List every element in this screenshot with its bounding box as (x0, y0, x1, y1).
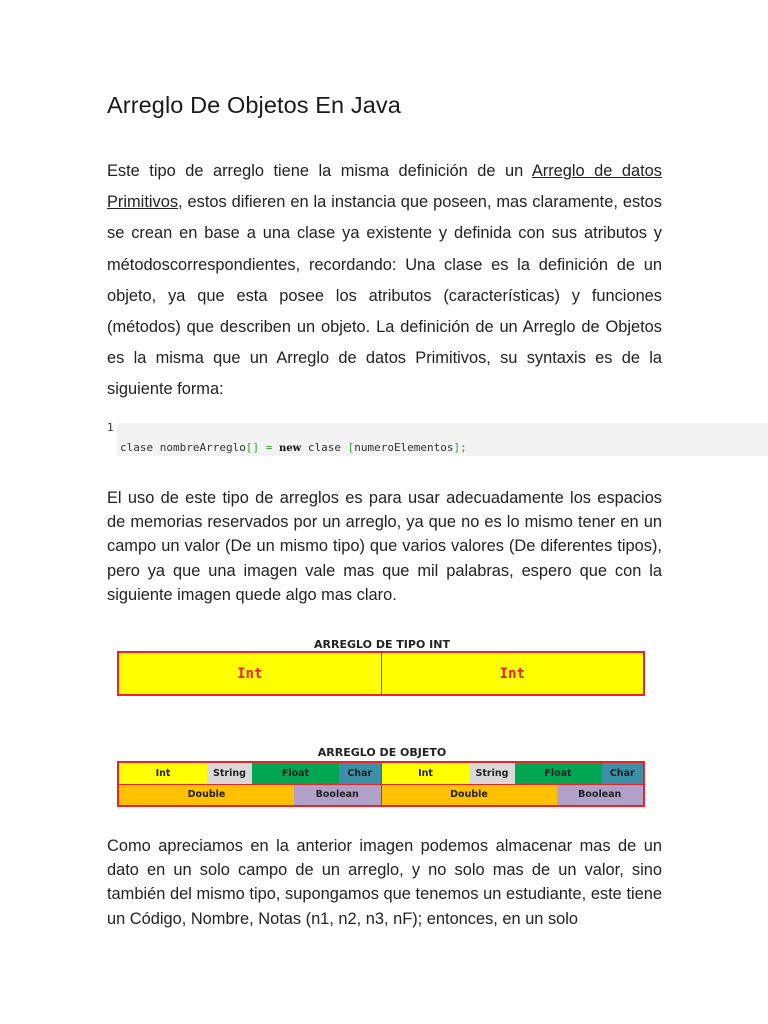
field-char: Char (602, 763, 644, 784)
object-array-diagram (117, 761, 645, 807)
page-title: Arreglo De Objetos En Java (107, 92, 401, 118)
field-int: Int (382, 763, 470, 784)
int-cell: Int (237, 665, 263, 682)
field-double: Double (119, 785, 294, 806)
object-row-top (119, 763, 381, 784)
code-token-class: clase nombreArreglo (120, 441, 246, 454)
object-array-caption: ARREGLO DE OBJETO (317, 746, 447, 759)
field-float: Float (252, 763, 339, 784)
code-line-number: 1 (107, 421, 114, 434)
field-string: String (470, 763, 515, 784)
object-cell (381, 763, 644, 805)
code-token-open: [ (347, 441, 355, 454)
field-boolean: Boolean (557, 785, 644, 806)
intro-text-1: Este tipo de arreglo tiene la misma definición de un (107, 162, 532, 180)
object-cell (119, 763, 381, 805)
explanation-paragraph: Como apreciamos en la anterior imagen podemos almacenar mas de un dato en un solo campo de un arreglo, y no solo mas de un valor, sino también del mismo tipo, supongamos que tenemos un estudiante, este tiene un Código, Nombre, Notas (n1, n2, n3, nF); entonces, en un solo (107, 837, 662, 928)
field-string: String (207, 763, 252, 784)
field-int: Int (119, 763, 207, 784)
intro-text-2: , estos difieren en la instancia que poseen, mas claramente, estos se crean en base a una clase ya existente y definida con sus atributos y métodoscorrespondientes, recordando: Una clase es la definición de un objeto, ya que esta posee los atributos (características) y funciones (métodos) que describen un objeto. La definición de un Arreglo de Objetos es la misma que un Arreglo de datos Primitivos, su syntaxis es de la siguiente forma: (107, 193, 662, 399)
code-token-equals: = (259, 441, 279, 454)
code-token-size: numeroElementos (354, 441, 454, 454)
code-token-brackets: [] (245, 441, 260, 454)
primitive-arrays-link[interactable]: Arreglo de datos Primitivos (107, 162, 662, 212)
object-row-bottom (119, 784, 381, 806)
object-row-bottom (382, 784, 644, 806)
object-row-top (382, 763, 644, 784)
field-boolean: Boolean (294, 785, 381, 806)
field-float: Float (515, 763, 602, 784)
field-double: Double (382, 785, 557, 806)
intro-paragraph (107, 156, 662, 406)
code-line (120, 441, 467, 454)
code-token-new: new (278, 443, 302, 454)
int-cell: Int (381, 653, 644, 694)
int-array-caption: ARREGLO DE TIPO INT (314, 638, 450, 651)
code-token-close: ]; (453, 441, 467, 454)
code-token-type: clase (301, 441, 348, 454)
field-char: Char (339, 763, 381, 784)
usage-paragraph: El uso de este tipo de arreglos es para usar adecuadamente los espacios de memorias reservados por un arreglo, ya que no es lo mismo tener en un campo un valor (De un mismo tipo) que varios valores (De diferentes tipos), pero ya que una imagen vale mas que mil palabras, espero que con la siguiente imagen quede algo mas claro. (107, 489, 662, 604)
int-array-diagram (117, 651, 645, 696)
